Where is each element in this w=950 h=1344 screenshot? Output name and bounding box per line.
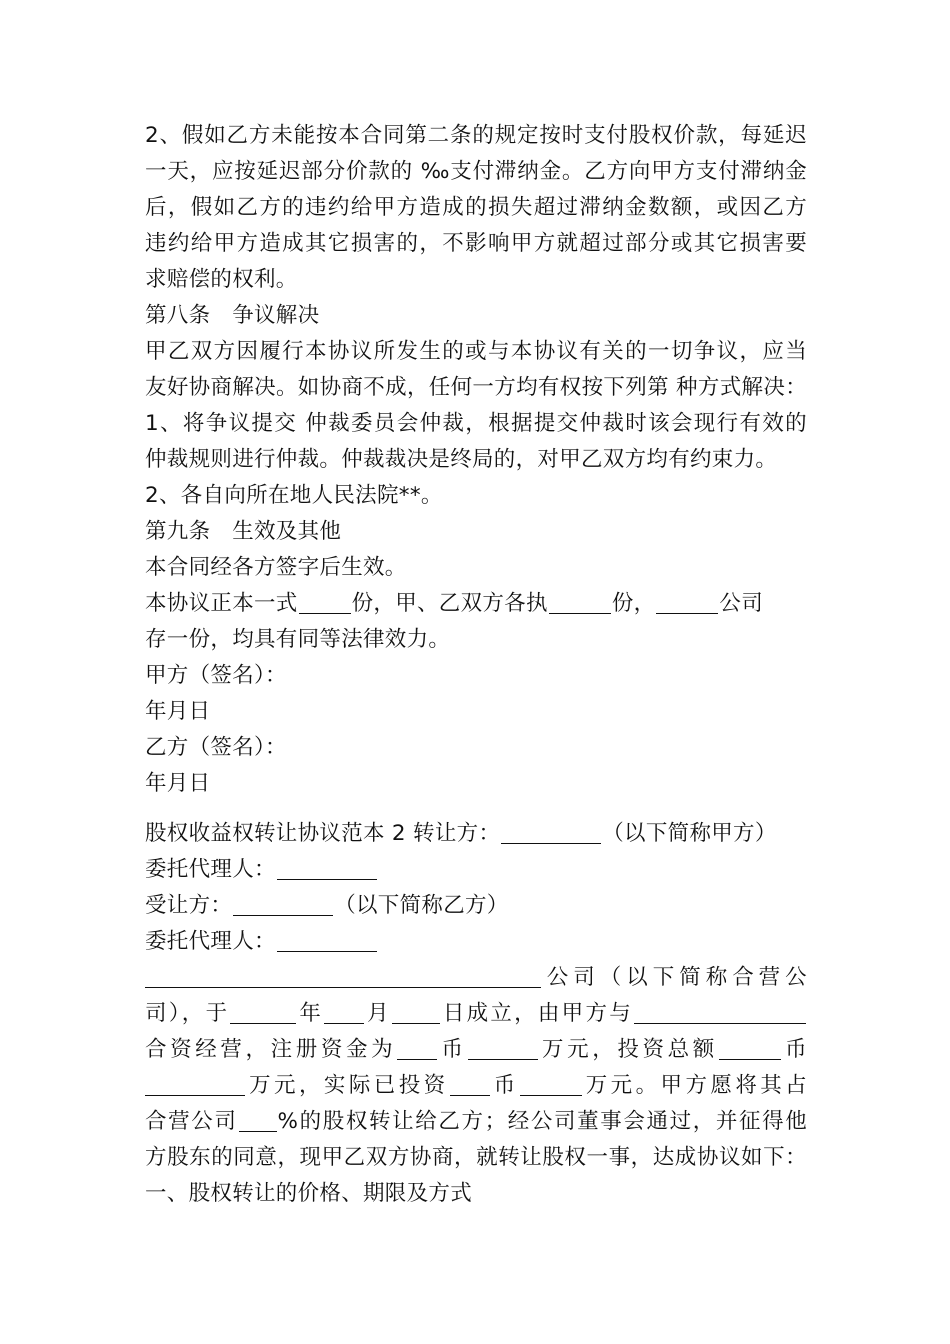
paragraph-line: [145, 960, 807, 996]
paragraph-line: 一天，应按延迟部分价款的 ‰支付滞纳金。乙方向甲方支付滞纳金: [145, 159, 807, 184]
text-run: 合营公司: [145, 1109, 238, 1134]
paragraph-line: 2、假如乙方未能按本合同第二条的规定按时支付股权价款，每延迟: [145, 123, 807, 148]
date-line: 年月日: [145, 699, 211, 724]
paragraph-line: [145, 816, 807, 852]
text-run: （以下简称甲方）: [602, 821, 777, 846]
section-heading: 一、股权转让的价格、期限及方式: [145, 1181, 473, 1206]
paragraph-line: [145, 888, 807, 924]
blank-underline: [397, 1037, 437, 1060]
paragraph-line: 本合同经各方签字后生效。: [145, 555, 407, 580]
text-run: 股权收益权转让协议范本 2 转让方：: [145, 821, 501, 846]
text-run: （以下简称乙方）: [334, 893, 509, 918]
paragraph-line: 友好协商解决。如协商不成，任何一方均有权按下列第 种方式解决：: [145, 375, 807, 400]
paragraph-line: 甲乙双方因履行本协议所发生的或与本协议有关的一切争议，应当: [145, 339, 807, 364]
paragraph-line: 求赔偿的权利。: [145, 267, 298, 292]
paragraph-line: 方股东的同意，现甲乙双方协商，就转让股权一事，达成协议如下：: [145, 1145, 807, 1170]
text-run: 合资经营，注册资金为: [145, 1037, 397, 1062]
blank-underline: [450, 1073, 490, 1096]
text-run: 委托代理人：: [145, 857, 276, 882]
blank-underline: [145, 965, 541, 988]
blank-underline: [145, 1073, 245, 1096]
blank-underline: [277, 857, 377, 880]
paragraph-line: 后，假如乙方的违约给甲方造成的损失超过滞纳金数额，或因乙方: [145, 195, 807, 220]
paragraph-line: 违约给甲方造成其它损害的，不影响甲方就超过部分或其它损害要: [145, 231, 807, 256]
text-run: 年: [297, 1001, 324, 1026]
blank-underline: [468, 1037, 538, 1060]
date-line: 年月日: [145, 771, 211, 796]
text-run: 月: [365, 1001, 391, 1026]
text-run: 日成立，由甲方与: [440, 1001, 633, 1026]
article-heading: 第九条 生效及其他: [145, 519, 342, 544]
blank-underline: [230, 1001, 296, 1024]
text-run: 份，: [611, 591, 656, 616]
blank-underline: [501, 821, 601, 844]
blank-underline: [233, 893, 333, 916]
text-run: 万元，投资总额: [538, 1037, 718, 1062]
text-run: 万元。甲方愿将其占: [582, 1073, 807, 1098]
text-run: 万元，实际已投资: [246, 1073, 449, 1098]
article-heading: 第八条 争议解决: [145, 303, 320, 328]
paragraph-line: 存一份，均具有同等法律效力。: [145, 627, 451, 652]
contract-text-lower: [145, 816, 807, 1212]
text-run: %的股权转让给乙方；经公司董事会通过，并征得他: [277, 1109, 807, 1134]
blank-underline: [324, 1001, 364, 1024]
blank-underline: [520, 1073, 582, 1096]
signature-line-party-a: 甲方（签名）：: [145, 663, 287, 688]
paragraph-line: 2、各自向所在地人民法院**。: [145, 483, 443, 508]
paragraph-line: [145, 1032, 807, 1068]
text-run: 币: [438, 1037, 467, 1062]
paragraph-line: [145, 852, 807, 888]
blank-underline: [719, 1037, 781, 1060]
paragraph-line: 仲裁规则进行仲裁。仲裁裁决是终局的，对甲乙双方均有约束力。: [145, 447, 778, 472]
signature-line-party-b: 乙方（签名）：: [145, 735, 287, 760]
text-run: 委托代理人：: [145, 929, 276, 954]
blank-underline: [656, 591, 718, 614]
blank-underline: [277, 929, 377, 952]
text-run: 份，甲、乙双方各执: [351, 591, 548, 616]
blank-underline: [239, 1109, 277, 1132]
blank-underline: [549, 591, 611, 614]
paragraph-line: [145, 1104, 807, 1140]
paragraph-line: [145, 924, 807, 960]
blank-underline: [634, 1001, 806, 1024]
text-run: 公司（以下简称合营公: [542, 965, 807, 990]
text-run: 本协议正本一式: [145, 591, 298, 616]
blank-underline: [299, 591, 351, 614]
text-run: 受让方：: [145, 893, 233, 918]
paragraph-line: 1、将争议提交 仲裁委员会仲裁，根据提交仲裁时该会现行有效的: [145, 411, 807, 436]
text-run: 币: [490, 1073, 519, 1098]
paragraph-line: [145, 1068, 807, 1104]
text-run: 币: [781, 1037, 807, 1062]
text-run: 司），于: [145, 1001, 230, 1026]
text-run: 公司: [719, 591, 764, 616]
contract-text-upper: [145, 118, 807, 802]
paragraph-line: [145, 996, 807, 1032]
paragraph-line: [145, 586, 807, 622]
blank-underline: [392, 1001, 440, 1024]
